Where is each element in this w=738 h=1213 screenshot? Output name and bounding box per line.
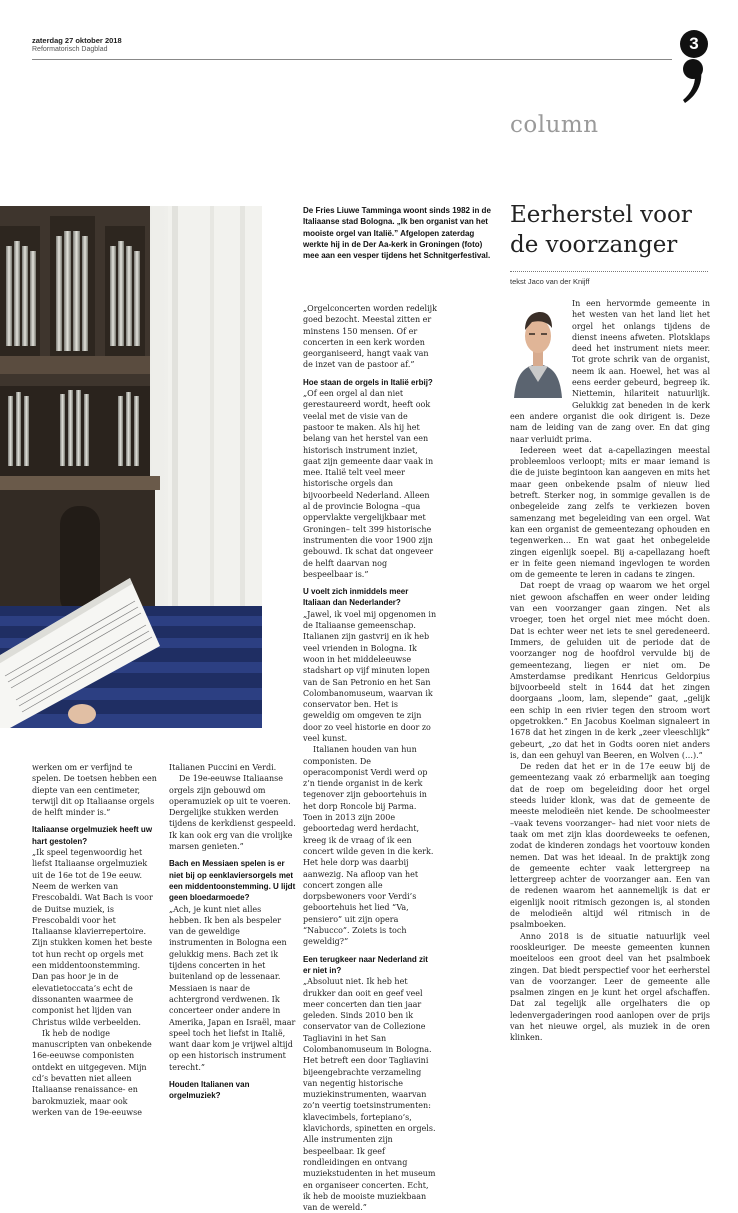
interview-column-2 xyxy=(169,762,296,1102)
column-headline: Eerherstel voor de voorzanger xyxy=(510,202,692,258)
author-portrait xyxy=(510,300,566,398)
interview-question: Hoe staan de orgels in Italië erbij? xyxy=(303,377,433,387)
byline: tekst Jaco van der Knijff xyxy=(510,277,590,286)
paragraph: De reden dat het er in de 17e eeuw bij de gemeentezang vaak zó erbarmelijk aan toeging dat de roep om begeleiding door het orgel steeds luider klonk, was dat de gemeente de meeste melodieën niet kende. De schoolmeester –vaak tevens voorzanger– had niet voor niets de taak om met zijn klas doordeweeks te oefenen, zodat de kinderen zondags het voortouw konden nemen. Dat was het ideaal. In de praktijk zong de gemeente echter vaak lettergreep na lettergreep achter de voorzanger aan. Een van de redenen waarom het aannemelijk is dat er eigenlijk nooit ritmisch gezongen is, al stonden de melodieën altijd wél ritmisch in de psalmboeken. xyxy=(510,762,710,930)
interview-question: Houden Italianen van orgelmuziek? xyxy=(169,1080,250,1101)
organ-photo xyxy=(0,206,262,728)
paragraph: Anno 2018 is de situatie natuurlijk veel rooskleuriger. De meeste gemeenten kunnen moeiteloos een groot deel van het psalmboek zingen. Dat biedt perspectief voor het eerherstel van de voorzanger. Leer de gemeente alle psalmen zingen en je kunt het orgel afschaffen. Dat zal tegelijk alle orgelhaters die op ledenvergaderingen rood aanlopen over de prijs van het nieuwe orgel, als muziek in de oren klinken. xyxy=(510,931,710,1043)
paragraph: Italianen Puccini en Verdi. xyxy=(169,763,277,772)
newspaper-name: Reformatorisch Dagblad xyxy=(32,46,108,53)
paragraph: „Orgelconcerten worden redelijk goed bezocht. Meestal zitten er minstens 150 mensen. Of er concerten in een kerk worden georganiseerd, hangt vaak van de inzet van de pastoor af.” xyxy=(303,304,437,370)
photo-caption: De Fries Liuwe Tamminga woont sinds 1982 in de Italiaanse stad Bologna. „Ik ben organist van het mooiste orgel van Italië.” Afgelopen zaterdag werkte hij in de Der Aa-kerk in Groningen (foto) mee aan een vesper tijdens het Schnitgerfestival. xyxy=(303,206,491,261)
paragraph: „Ach, je kunt niet alles hebben. Ik ben als bespeler van de geweldige instrumenten in Bologna een gelukkig mens. Bach zet ik tijdens concerten in het buitenland op de lessenaar. Messiaen is naar de achtergrond verdwenen. Ik concerteer onder andere in Amerika, Japan en Israël, maar speel toch het liefst in Italië, want daar kom je vrijwel altijd op een historisch instrument terecht.” xyxy=(169,904,296,1072)
section-label: column xyxy=(510,112,599,138)
paragraph: Dat roept de vraag op waarom we het orgel niet gewoon afschaffen en weer onder leiding van een voorzanger gaan zingen. Net als vroeger, toen het orgel niet mee mócht doen. Dat is echter weer net iets te snel geredeneerd. Immers, de geluiden uit de periode dat de voorzanger nog de hoofdrol vervulde bij de gemeentezang, liegen er niet om. De Amsterdamse predikant Henricus Geldorpius bijvoorbeeld stelt in 1644 dat het zingen doorgaans „loom, lam, slepende” gaat, „gelijk een schip in een rivier tegen den stroom wort opgetrokken.” En Jacobus Koelman signaleert in 1678 dat het zingen in de kerk „zeer vleeschlijk” gebeurt, „zo dat het in Godts ooren niet anders is, dan een gehuyl van Beeren, en Wolven (…).” xyxy=(510,581,710,760)
paragraph: „Ik speel tegenwoordig het liefst Italiaanse orgelmuziek uit de 16e tot de 19e eeuw. Neem de werken van Frescobaldi. Wat Bach is voor de Duitse muziek, is Frescobaldi voor het Italiaanse klavierrepertoire. Zijn stukken komen het beste tot hun recht op orgels met een middentoonstemming. Dan pas hoor je in de elevatietoccata’s echt de dissonanten waarmee de componist het lijden van Christus wilde verbeelden. xyxy=(32,848,153,1027)
header-rule xyxy=(32,59,672,60)
page-date: zaterdag 27 oktober 2018 xyxy=(32,36,122,45)
interview-question: Italiaanse orgelmuziek heeft uw hart gestolen? xyxy=(32,825,153,846)
interview-question: Een terugkeer naar Nederland zit er niet in? xyxy=(303,954,428,975)
paragraph: Ik heb de nodige manuscripten van onbekende 16e-eeuwse componisten ontdekt en uitgegeven. Mijn cd’s bevatten niet alleen Italiaanse renaissance- en barokmuziek, maar ook werken van de 19e-eeuwse xyxy=(32,1028,152,1117)
page-number: 3 xyxy=(680,30,708,58)
comma-icon xyxy=(682,58,704,104)
paragraph: „Jawel, ik voel mij opgenomen in de Italiaanse gemeenschap. Italianen zijn gastvrij en ik heb veel vrienden in Bologna. Ik woon in het middeleeuwse stadshart op vijf minuten lopen van de San Petronio en het San Colombanomuseum, waarvan ik conservator ben. Het is geweldig om omgeven te zijn door zo veel historie en door zo veel kunst. xyxy=(303,609,437,743)
paragraph: „Of een orgel al dan niet gerestaureerd wordt, heeft ook veelal met de visie van de pastoor te maken. Als hij het belang van het herstel van een historisch instrument inziet, gaat zijn gemeente daar vaak in mee. Italië telt veel meer historische orgels dan bijvoorbeeld Nederland. Alleen al de provincie Bologna –qua oppervlakte vergelijkbaar met Groningen– telt 399 historische instrumenten die voor 1900 zijn gebouwd. Ik schat dat ongeveer de helft daarvan nog bespeelbaar is.” xyxy=(303,389,434,579)
paragraph: Italianen houden van hun componisten. De operacomponist Verdi werd op z’n tiende organist in de kerk tegenover zijn geboortehuis in het dorp Roncole bij Parma. Toen in 2013 zijn 200e geboortedag werd herdacht, kreeg ik de vraag of ik een concert wilde geven in die kerk. Het hele dorp was daarbij aanwezig. Na afloop van het concert zongen alle dorpsbewoners voor Verdi’s geboortehuis het lied “Va, pensiero” uit zijn opera “Nabucco”. Zoiets is toch geweldig?” xyxy=(303,745,434,947)
dotted-divider xyxy=(510,271,708,272)
paragraph: De 19e-eeuwse Italiaanse orgels zijn gebouwd om operamuziek op uit te voeren. Dergelijke stukken werden tijdens de kerkdienst gespeeld. Ik kan ook erg van die vrolijke marsen genieten.” xyxy=(169,774,296,852)
column-body xyxy=(510,298,710,1044)
paragraph: In een hervormde gemeente in het westen van het land liet het orgel het onlangs tijdens de dienst ineens afweten. Plotsklaps deed het instrument niets meer. Tot grote schrik van de organist, neem ik aan. Hoewel, het was al eens eerder gebeurd, begreep ik. Niettemin, hilariteit natuurlijk. Gelukkig zat beneden in de kerk een andere organist die ook dirigent is. Deze nam de leiding van de zang over. En dat ging naar verluidt prima. xyxy=(510,299,710,444)
interview-column-3 xyxy=(303,303,437,1213)
interview-column-1 xyxy=(32,762,157,1118)
paragraph: werken om er verfijnd te spelen. De toetsen hebben een diepte van een centimeter, terwijl dit op Italiaanse orgels de helft minder is.” xyxy=(32,763,157,818)
paragraph: Iedereen weet dat a-capellazingen meestal probleemloos verloopt; mits er maar iemand is die de juiste begintoon kan aangeven en mits het maar geen onbekende psalm of nieuw lied betreft. Sterker nog, in sommige gevallen is de onbegeleide zang zelfs te verkiezen boven samenzang met begeleiding van een orgel. Wat kan een organist de gemeentezang ophouden en tegenwerken… En wat gaat het onbegeleide zingen eigenlijk soepel. Bij a-capellazang hoeft er in feite geen niemand ingevlogen te worden om de gemeente te leren in cadans te zingen. xyxy=(510,445,710,580)
interview-question: Bach en Messiaen spelen is er niet bij op eenklaviersorgels met een middentoonstemming. U lijdt geen bloedarmoede? xyxy=(169,859,296,903)
paragraph: „Absoluut niet. Ik heb het drukker dan ooit en geef veel meer concerten dan tien jaar geleden. Sinds 2010 ben ik conservator van de Collezione Tagliavini in het San Colombanomuseum in Bologna. Het betreft een door Tagliavini bijeengebrachte verzameling van negentig historische muziekinstrumenten, waarvan zo’n veertig toetsinstrumenten: klavecimbels, fortepiano’s, klavichords, spinetten en orgels. Alle instrumenten zijn bespeelbaar. Ik geef rondleidingen en ontvang muziekstudenten in het museum en organiseer concerten. Echt, ik heb de mooiste muziekbaan van de wereld.” xyxy=(303,977,436,1213)
interview-question: U voelt zich inmiddels meer Italiaan dan Nederlander? xyxy=(303,587,409,608)
